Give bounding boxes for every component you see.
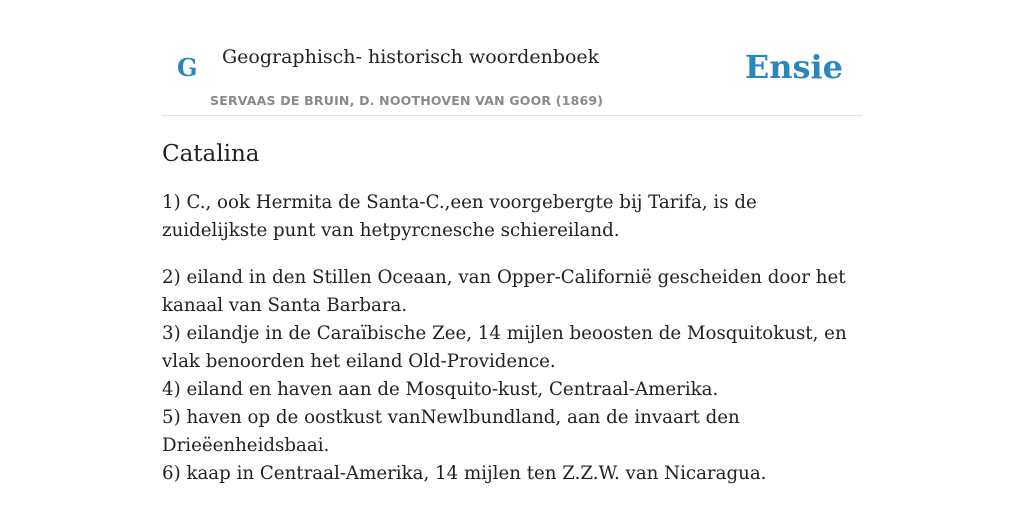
definition-line: 4) eiland en haven aan de Mosquito-kust, Centraal-Amerika.: [162, 379, 719, 400]
definition-line: 2) eiland in den Stillen Oceaan, van Opper-Californië gescheiden door het kanaal van Santa Barbara.: [162, 267, 846, 316]
definition-line: 5) haven op de oostkust vanNewlbundland, aan de invaart den Drieëenheidsbaai.: [162, 407, 740, 456]
definition-line: 6) kaap in Centraal-Amerika, 14 mijlen ten Z.Z.W. van Nicaragua.: [162, 463, 767, 484]
book-logo-letter[interactable]: G: [177, 53, 198, 82]
entry-paragraph: [162, 189, 862, 245]
book-title-link[interactable]: Geographisch- historisch woordenboek: [222, 46, 600, 68]
entry-content: [162, 138, 862, 488]
ensie-logo-link[interactable]: Ensie: [744, 48, 843, 86]
header: [162, 36, 862, 116]
entry-paragraph: [162, 264, 862, 488]
book-authors: SERVAAS DE BRUIN, D. NOOTHOVEN VAN GOOR (1869): [210, 93, 604, 108]
definition-line: 3) eilandje in de Caraïbische Zee, 14 mijlen beoosten de Mosquitokust, en vlak benoorden het eiland Old-Providence.: [162, 323, 847, 372]
entry-title: Catalina: [162, 141, 260, 167]
definition-line: 1) C., ook Hermita de Santa-C.,een voorgebergte bij Tarifa, is de zuidelijkste punt van hetpyrcnesche schiereiland.: [162, 192, 757, 241]
